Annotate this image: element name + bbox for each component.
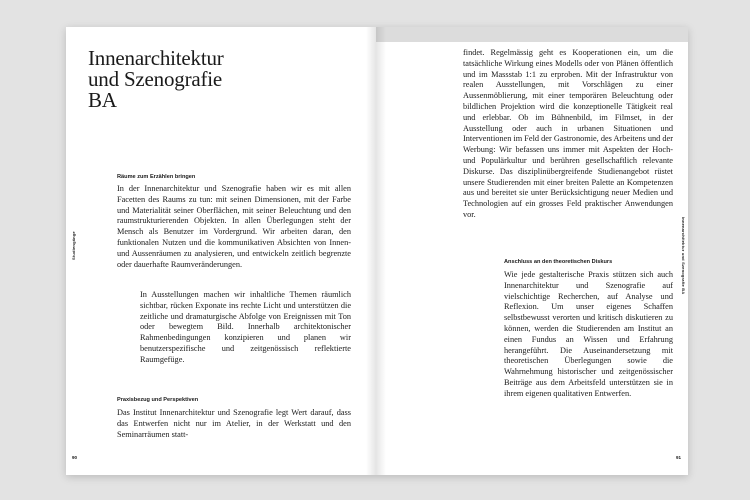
section-heading-raeume: Räume zum Erzählen bringen: [117, 174, 196, 180]
right-side-label: Innenarchitektur und Szenografie BA: [681, 217, 686, 295]
book-gutter: [366, 27, 386, 475]
section-heading-anschluss: Anschluss an den theoretischen Diskurs: [504, 259, 613, 265]
section-paragraph-2: In Ausstellungen machen wir inhaltliche Themen räumlich sichtbar, rücken Exponate ins rechte Licht und unterstützen die zeitliche und dramaturgische Abfolge von Ereignissen mit Ton oder bewegtem Bild. Innerhalb architektonischer Rahmenbedingungen konzipieren und planen wir benutzerspezifische und zeitgenössisch reflektierte Raumgefüge.: [140, 290, 351, 364]
page-number-left: 90: [72, 455, 78, 460]
page-title: Innenarchitektur und Szenografie BA: [88, 46, 224, 112]
section-paragraph-4: Wie jede gestalterische Praxis stützen sich auch Innenarchitektur und Szenografie auf vielschichtige Recherchen, auf Analyse und Reflexion. Um unser eigenes Schaffen selbstbewusst verorten und kritisch diskutieren zu können, werden die Studierenden am Institut an einen Fundus an Wissen und Erfahrung herangeführt. Die Auseinandersetzung mit theoretischen Überlegungen sowie die Wahrnehmung historischer und zeitgenössischer Beiträge aus dem Arbeitsfeld unterstützen sie in ihrem eigenen qualitativen Entwerfen.: [504, 270, 673, 398]
continued-paragraph: findet. Regelmässig geht es Kooperationen ein, um die tatsächliche Wirkung eines Modells oder von Plänen öffentlich und im Massstab 1:1 zu erproben. Mit der Infrastruktur von realen Ausstellungen, mit Vorschlägen zu einer Aussenmöblierung, mit einer temporären Beleuchtung oder bildlichen Projektion wird die konzeptionelle Tätigkeit real und erlebbar. Ob im Bühnenbild, im Filmset, in der Ausstellung oder auch in urbanen Situationen und Interventionen im Feld der Gastronomie, des Arbeitens und der Werbung: Wir befassen uns immer mit Aspekten der Hoch- und Populärkultur und berühren gesellschaftlich relevante Diskurse. Das disziplinübergreifende Studienangebot rüstet unsere Studierenden mit einer breiten Palette an Kompetenzen aus und bereitet sie unter Berücksichtigung neuer Medien und Technologien auf ein grosses Feld praktischer Anwendungen vor.: [463, 48, 673, 219]
book-spread: [66, 27, 688, 475]
top-stripe: [376, 27, 688, 42]
page-number-right: 91: [676, 455, 682, 460]
section-paragraph-3: Das Institut Innenarchitektur und Szenografie legt Wert darauf, dass das Entwerfen nicht nur im Atelier, in der Werkstatt und den Seminarräumen statt-: [117, 408, 351, 439]
right-page: [376, 27, 688, 475]
left-page: [66, 27, 376, 475]
section-paragraph-1: In der Innenarchitektur und Szenografie haben wir es mit allen Facetten des Raums zu tun: mit seinen Dimensionen, mit der Farbe und Materialität seiner Oberflächen, mit seiner Beleuchtung und den raumstrukturierenden Objekten. In allen Überlegungen steht der Mensch als Benutzer im Vordergrund. Wir arbeiten daran, den funktionalen Nutzen und die kommunikativen Absichten von Innen- und Aussenräumen zu analysieren, und entwickeln zeitlich begrenzte oder dauerhafte Raumveränderungen.: [117, 184, 351, 269]
left-side-label: Studiengänge: [71, 231, 76, 260]
section-heading-praxis: Praxisbezug und Perspektiven: [117, 397, 199, 403]
